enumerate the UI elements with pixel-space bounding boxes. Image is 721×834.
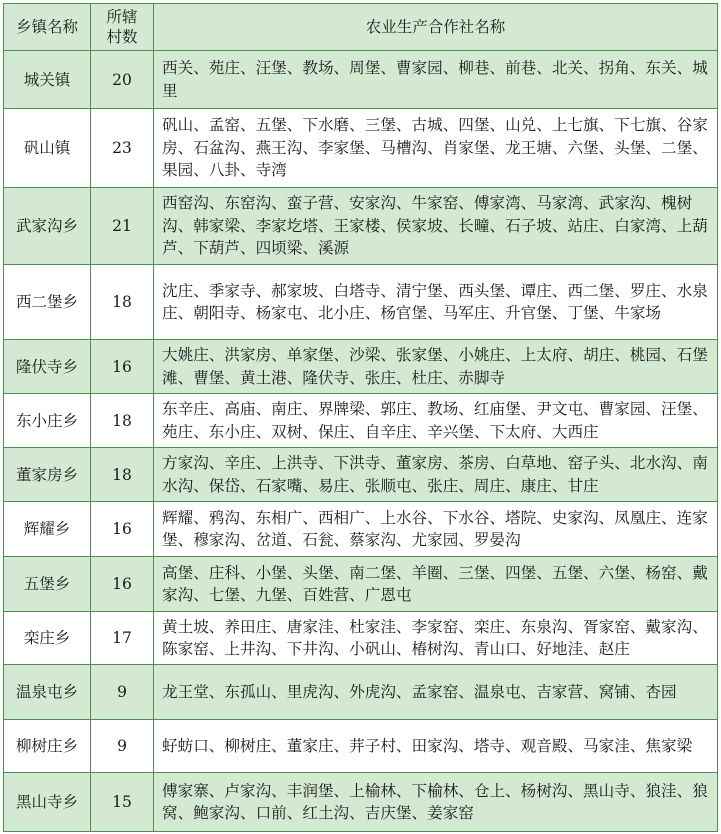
town-cell: 隆伏寺乡 <box>4 340 91 394</box>
header-count-line2: 村数 <box>106 28 138 46</box>
count-cell: 17 <box>91 612 154 665</box>
town-cell: 栾庄乡 <box>4 612 91 665</box>
header-town: 乡镇名称 <box>4 4 91 51</box>
town-cell: 五堡乡 <box>4 557 91 612</box>
town-cell: 黑山寺乡 <box>4 773 91 832</box>
coops-cell: 黄土坡、养田庄、唐家洼、杜家洼、李家窑、栾庄、东泉沟、胥家窑、戴家沟、陈家窑、上井沟、下井沟、小矾山、椿树沟、青山口、好地洼、赵庄 <box>154 612 718 665</box>
count-cell: 16 <box>91 340 154 394</box>
coops-cell: 高堡、庄科、小堡、头堡、南二堡、羊圈、三堡、四堡、五堡、六堡、杨窑、戴家沟、七堡、九堡、百姓营、广恩屯 <box>154 557 718 612</box>
town-cell: 矾山镇 <box>4 109 91 188</box>
header-row <box>4 4 718 51</box>
table-row <box>4 557 718 612</box>
coops-cell: 虸蚄口、柳树庄、董家庄、茾子村、田家沟、塔寺、观音殿、马家洼、焦家梁 <box>154 720 718 773</box>
town-cell: 东小庄乡 <box>4 394 91 448</box>
coops-cell: 西窑沟、东窑沟、蛮子营、安家沟、牛家窑、傅家湾、马家湾、武家沟、槐树沟、韩家梁、李家圪塔、王家楼、侯家坡、长疃、石子坡、站庄、白家湾、上葫芦、下葫芦、四顷梁、溪源 <box>154 188 718 265</box>
count-cell: 23 <box>91 109 154 188</box>
count-cell: 20 <box>91 51 154 109</box>
coops-cell: 方家沟、辛庄、上洪寺、下洪寺、董家房、茶房、白草地、窑子头、北水沟、南水沟、保岱、石家嘴、易庄、张顺屯、张庄、周庄、康庄、甘庄 <box>154 448 718 502</box>
coops-cell: 大姚庄、洪家房、单家堡、沙梁、张家堡、小姚庄、上太府、胡庄、桃园、石堡滩、曹堡、黄土港、隆伏寺、张庄、杜庄、赤脚寺 <box>154 340 718 394</box>
town-cell: 董家房乡 <box>4 448 91 502</box>
table-row <box>4 720 718 773</box>
table-row <box>4 51 718 109</box>
town-cell: 辉耀乡 <box>4 502 91 557</box>
table-row <box>4 502 718 557</box>
coops-cell: 龙王堂、东孤山、里虎沟、外虎沟、孟家窑、温泉屯、吉家营、窝铺、杏园 <box>154 665 718 720</box>
count-cell: 18 <box>91 448 154 502</box>
table-row <box>4 773 718 832</box>
table-row <box>4 394 718 448</box>
count-cell: 18 <box>91 265 154 340</box>
header-coops: 农业生产合作社名称 <box>154 4 718 51</box>
town-cell: 温泉屯乡 <box>4 665 91 720</box>
table-row <box>4 340 718 394</box>
header-count-line1: 所辖 <box>106 8 138 26</box>
count-cell: 9 <box>91 665 154 720</box>
cooperative-table <box>3 3 718 832</box>
coops-cell: 矾山、孟窑、五堡、下水磨、三堡、古城、四堡、山兑、上七旗、下七旗、谷家房、石盆沟、燕王沟、李家堡、马槽沟、肖家堡、龙王塘、六堡、头堡、二堡、果园、八卦、寺湾 <box>154 109 718 188</box>
town-cell: 城关镇 <box>4 51 91 109</box>
count-cell: 18 <box>91 394 154 448</box>
count-cell: 9 <box>91 720 154 773</box>
cooperative-table-wrapper <box>3 3 717 832</box>
town-cell: 柳树庄乡 <box>4 720 91 773</box>
table-row <box>4 188 718 265</box>
count-cell: 21 <box>91 188 154 265</box>
count-cell: 16 <box>91 502 154 557</box>
table-row <box>4 665 718 720</box>
table-row <box>4 265 718 340</box>
town-cell: 武家沟乡 <box>4 188 91 265</box>
table-row <box>4 612 718 665</box>
coops-cell: 傅家寨、卢家沟、丰润堡、上榆林、下榆林、仓上、杨树沟、黑山寺、狼洼、狼窝、鲍家沟、口前、红土沟、吉庆堡、姜家窑 <box>154 773 718 832</box>
coops-cell: 辉耀、鸦沟、东相广、西相广、上水谷、下水谷、塔院、史家沟、凤凰庄、连家堡、穆家沟、岔道、石瓮、蔡家沟、尤家园、罗晏沟 <box>154 502 718 557</box>
coops-cell: 沈庄、季家寺、郝家坡、白塔寺、清宁堡、西头堡、谭庄、西二堡、罗庄、水泉庄、朝阳寺、杨家屯、北小庄、杨官堡、马军庄、升官堡、丁堡、牛家场 <box>154 265 718 340</box>
header-count <box>91 4 154 51</box>
coops-cell: 东辛庄、高庙、南庄、界牌梁、郭庄、教场、红庙堡、尹文屯、曹家园、汪堡、苑庄、东小庄、双树、保庄、自辛庄、辛兴堡、下太府、大西庄 <box>154 394 718 448</box>
table-row <box>4 109 718 188</box>
table-row <box>4 448 718 502</box>
count-cell: 15 <box>91 773 154 832</box>
coops-cell: 西关、苑庄、汪堡、教场、周堡、曹家园、柳巷、前巷、北关、拐角、东关、城里 <box>154 51 718 109</box>
town-cell: 西二堡乡 <box>4 265 91 340</box>
count-cell: 16 <box>91 557 154 612</box>
